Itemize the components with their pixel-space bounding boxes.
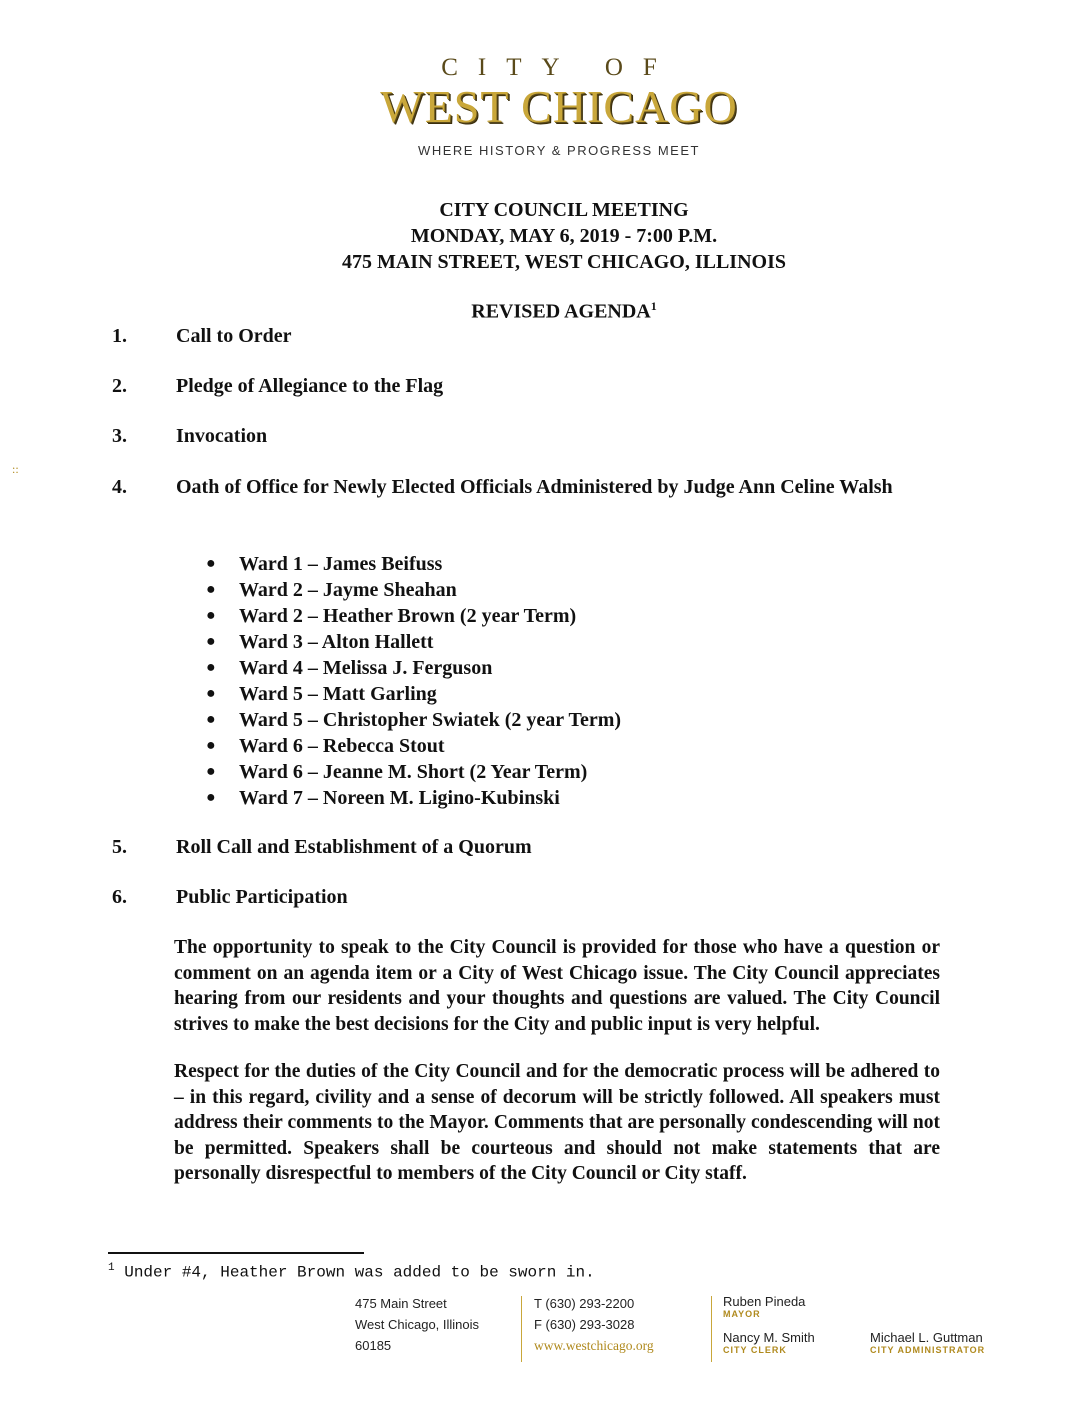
ward-list-item	[206, 681, 621, 707]
bullet-icon: ●	[206, 633, 216, 650]
address-line: 60185	[355, 1338, 392, 1353]
agenda-label: REVISED AGENDA	[471, 300, 651, 323]
address-line: West Chicago, Illinois	[355, 1317, 480, 1332]
footer-divider	[711, 1296, 712, 1362]
item-number: 6.	[112, 886, 127, 908]
ward-entry: Ward 6 – Rebecca Stout	[239, 735, 445, 757]
clerk-role: CITY CLERK	[723, 1345, 787, 1355]
footer-phone-block	[534, 1293, 654, 1356]
item-title: Public Participation	[176, 886, 348, 908]
public-participation-paragraph: The opportunity to speak to the City Council is provided for those who have a question or comment on an agenda item or a City of West Chicago issue. The City Council appreciates hearing from our residents and your thoughts and questions are valued. The City Council strives to make the best decisions for the City and public input is very helpful.	[174, 937, 940, 1035]
bullet-icon: ●	[206, 581, 216, 598]
ward-entry: Ward 4 – Melissa J. Ferguson	[239, 657, 493, 679]
ward-list-item	[206, 655, 621, 681]
bullet-icon: ●	[206, 607, 216, 624]
ward-list-item	[206, 629, 621, 655]
fax-number: F (630) 293-3028	[534, 1317, 635, 1332]
logo-city-name: WEST CHICAGO	[380, 81, 738, 132]
mayor-name: Ruben Pineda	[723, 1294, 806, 1309]
logo-tagline: WHERE HISTORY & PROGRESS MEET	[418, 143, 700, 158]
footer-address	[355, 1293, 479, 1356]
item-title: Invocation	[176, 425, 268, 447]
ward-list	[206, 551, 621, 811]
bullet-icon: ●	[206, 555, 216, 572]
ward-entry: Ward 2 – Jayme Sheahan	[239, 579, 457, 601]
item-number: 4.	[112, 476, 127, 498]
footnote-divider	[108, 1252, 364, 1254]
ward-list-item	[206, 603, 621, 629]
item-number: 2.	[112, 375, 127, 397]
bullet-icon: ●	[206, 763, 216, 780]
bullet-icon: ●	[206, 737, 216, 754]
bullet-icon: ●	[206, 789, 216, 806]
ward-entry: Ward 7 – Noreen M. Ligino-Kubinski	[239, 787, 560, 809]
meeting-title: CITY COUNCIL MEETING	[439, 199, 689, 221]
footer-clerk	[723, 1330, 815, 1355]
mayor-role: MAYOR	[723, 1309, 761, 1319]
margin-mark: ::	[12, 462, 19, 476]
administrator-role: CITY ADMINISTRATOR	[870, 1345, 986, 1355]
footnote-text: Under #4, Heather Brown was added to be sworn in.	[124, 1263, 595, 1282]
item-number: 5.	[112, 836, 127, 858]
item-number: 1.	[112, 325, 127, 347]
website-link[interactable]: www.westchicago.org	[534, 1338, 654, 1353]
ward-list-item	[206, 785, 621, 811]
meeting-address: 475 MAIN STREET, WEST CHICAGO, ILLINOIS	[341, 251, 786, 273]
item-title: Oath of Office for Newly Elected Officials Administered by Judge Ann Celine Walsh	[176, 476, 893, 498]
bullet-icon: ●	[206, 685, 216, 702]
ward-list-item	[206, 759, 621, 785]
bullet-icon: ●	[206, 659, 216, 676]
footer-administrator	[870, 1330, 985, 1355]
ward-entry: Ward 6 – Jeanne M. Short (2 Year Term)	[239, 761, 588, 783]
logo-city-of: CITY OF	[441, 54, 677, 81]
ward-entry: Ward 3 – Alton Hallett	[239, 631, 434, 653]
agenda-footnote-mark: 1	[650, 299, 657, 313]
public-participation-paragraph: Respect for the duties of the City Council and for the democratic process will be adhered to – in this regard, civility and a sense of decorum will be strictly followed. All speakers must address their comments to the Mayor. Comments that are personally condescending will not be permitted. Speakers shall be courteous and should not make statements that are personally disrespectful to members of the City Council or City staff.	[174, 1061, 940, 1184]
ward-entry: Ward 1 – James Beifuss	[239, 553, 443, 575]
footnote-mark: 1	[108, 1262, 115, 1274]
item-title: Call to Order	[176, 325, 292, 347]
agenda-heading	[0, 299, 1088, 324]
meeting-date: MONDAY, MAY 6, 2019 - 7:00 P.M.	[410, 225, 718, 247]
item-number: 3.	[112, 425, 127, 447]
phone-number: T (630) 293-2200	[534, 1296, 635, 1311]
clerk-name: Nancy M. Smith	[723, 1330, 815, 1345]
ward-list-item	[206, 733, 621, 759]
ward-entry: Ward 5 – Christopher Swiatek (2 year Term)	[239, 709, 622, 731]
ward-list-item	[206, 707, 621, 733]
ward-list-item	[206, 551, 621, 577]
bullet-icon: ●	[206, 711, 216, 728]
ward-entry: Ward 5 – Matt Garling	[239, 683, 437, 705]
item-title: Roll Call and Establishment of a Quorum	[176, 836, 532, 858]
address-line: 475 Main Street	[355, 1296, 447, 1311]
item-title: Pledge of Allegiance to the Flag	[176, 375, 444, 397]
ward-list-item	[206, 577, 621, 603]
footnote	[108, 1262, 595, 1281]
footer-mayor	[723, 1294, 805, 1319]
ward-entry: Ward 2 – Heather Brown (2 year Term)	[239, 605, 577, 627]
administrator-name: Michael L. Guttman	[870, 1330, 983, 1345]
footer-divider	[521, 1296, 522, 1362]
